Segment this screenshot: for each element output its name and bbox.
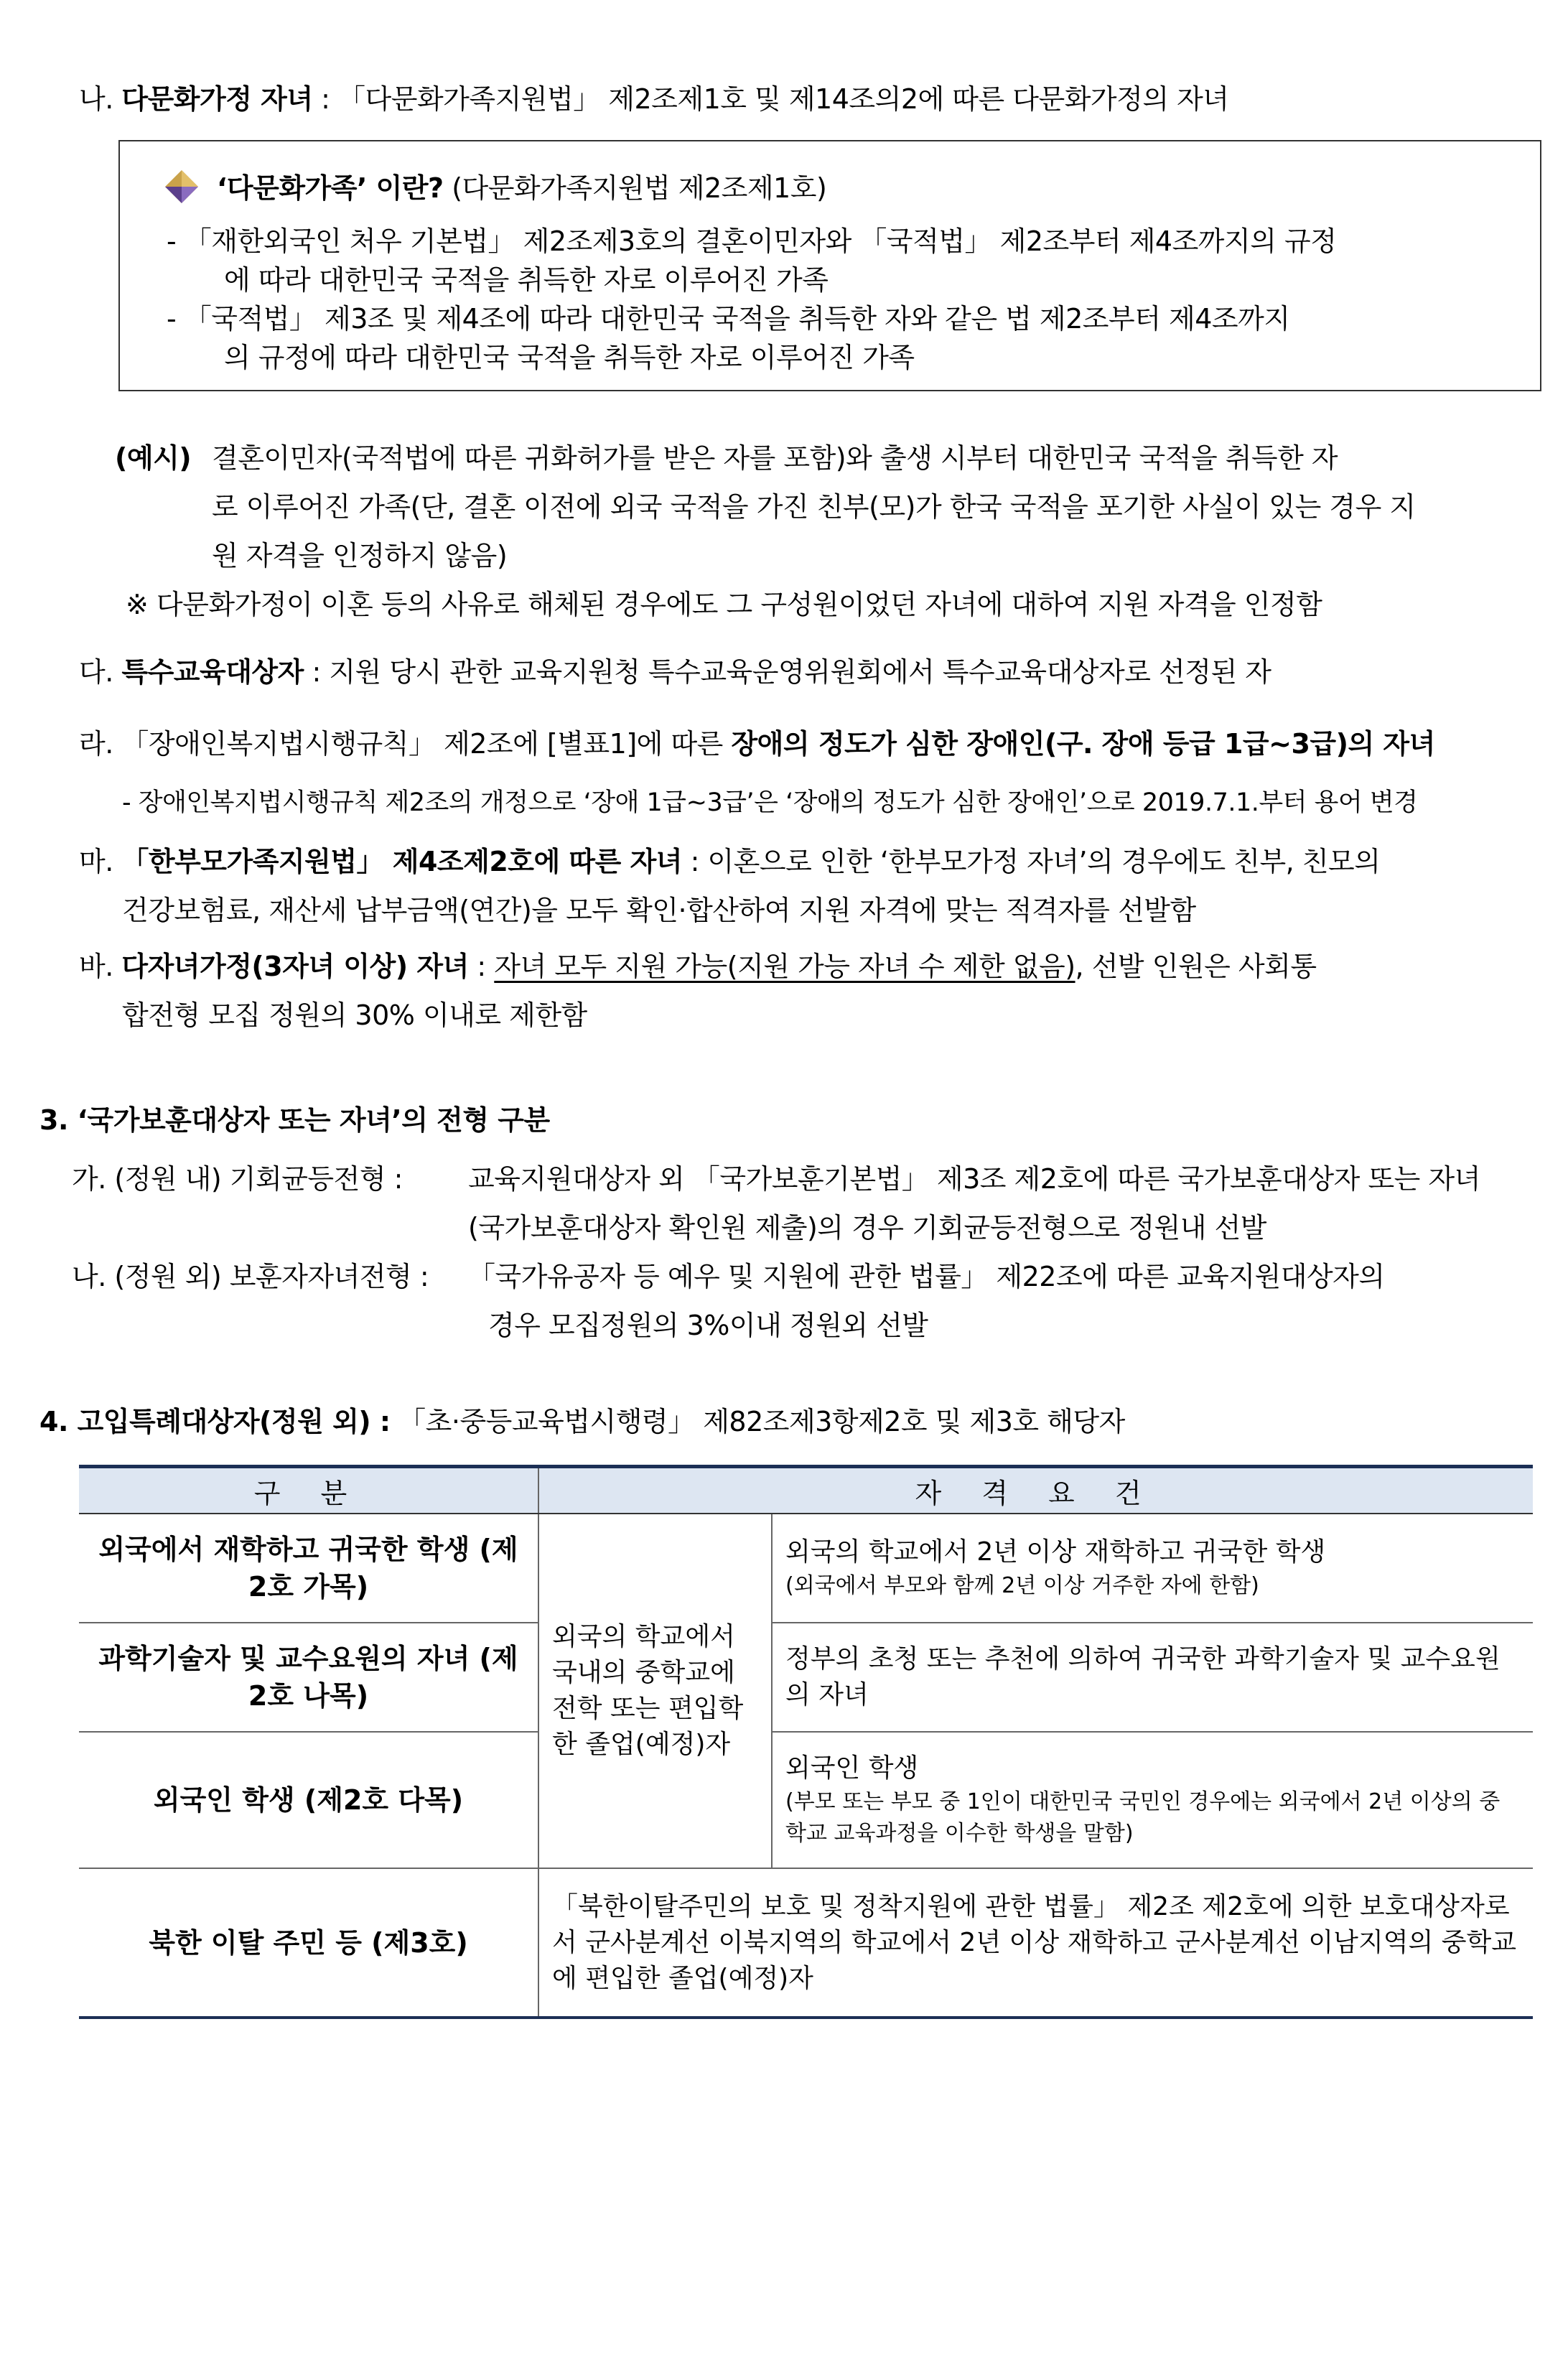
table-row-requirement xyxy=(772,1732,1533,1868)
section-ra-bold: 장애의 정도가 심한 장애인(구. 장애 등급 1급~3급)의 자녀 xyxy=(731,728,1435,760)
definition-heading-text: ‘다문화가족’ 이란? xyxy=(217,172,444,204)
table-row-category: 북한 이탈 주민 등 (제3호) xyxy=(79,1868,538,2018)
section3-na-line1: 「국가유공자 등 예우 및 지원에 관한 법률」 제22조에 따른 교육지원대상자의 xyxy=(468,1261,1385,1292)
definition-heading-ref: (다문화가족지원법 제2조제1호) xyxy=(443,172,827,204)
table-row-category: 외국인 학생 (제2호 다목) xyxy=(79,1732,538,1868)
section-da-text: : 지원 당시 관한 교육지원청 특수교육운영위원회에서 특수교육대상자로 선정된 자 xyxy=(303,656,1271,688)
section-ra-text: 「장애인복지법시행규칙」 제2조에 [별표1]에 따른 xyxy=(121,728,732,760)
example-line1: 결혼이민자(국적법에 따른 귀화허가를 받은 자를 포함)와 출생 시부터 대한민국 국적을 취득한 자 xyxy=(212,442,1338,474)
section-ba-label: 바. xyxy=(79,951,113,982)
example-line3: 원 자격을 인정하지 않음) xyxy=(212,540,508,572)
definition-item2-line1: - 「국적법」 제3조 및 제4조에 따라 대한민국 국적을 취득한 자와 같은 법 제2조부터 제4조까지 xyxy=(167,303,1290,335)
section4-title: 4. 고입특례대상자(정원 외) : xyxy=(39,1406,391,1437)
table-row xyxy=(79,1514,1533,1623)
section-ba-title: 다자녀가정(3자녀 이상) 자녀 xyxy=(121,951,469,982)
section-da xyxy=(79,653,1271,691)
example-line2: 로 이루어진 가족(단, 결혼 이전에 외국 국적을 가진 친부(모)가 한국 국적을 포기한 사실이 있는 경우 지 xyxy=(212,491,1416,523)
diamond-icon xyxy=(164,169,200,205)
section-ra-note: - 장애인복지법시행규칙 제2조의 개정으로 ‘장애 1급~3급’은 ‘장애의 정도가 심한 장애인’으로 2019.7.1.부터 용어 변경 xyxy=(122,788,1418,817)
requirement-note: (부모 또는 부모 중 1인이 대한민국 국민인 경우에는 외국에서 2년 이상의 중학교 교육과정을 이수한 학생을 말함) xyxy=(785,1789,1501,1846)
section-ba-text: , 선발 인원은 사회통 xyxy=(1075,951,1317,982)
table-row-category: 외국에서 재학하고 귀국한 학생 (제2호 가목) xyxy=(79,1514,538,1623)
requirement-text: 외국의 학교에서 2년 이상 재학하고 귀국한 학생 xyxy=(785,1537,1326,1567)
section3-ga-line2: (국가보훈대상자 확인원 제출)의 경우 기회균등전형으로 정원내 선발 xyxy=(468,1212,1266,1244)
section-ma xyxy=(79,843,1380,880)
requirements-table xyxy=(79,1465,1533,2019)
section3-na-line2: 경우 모집정원의 3%이내 정원외 선발 xyxy=(488,1310,928,1341)
section-ra xyxy=(79,725,1435,763)
section-ma-text: : 이혼으로 인한 ‘한부모가정 자녀’의 경우에도 친부, 친모의 xyxy=(682,846,1381,877)
table-row-requirement: 정부의 초청 또는 추천에 의하여 귀국한 과학기술자 및 교수요원의 자녀 xyxy=(772,1623,1533,1732)
section4 xyxy=(39,1403,1125,1440)
table-row-category: 과학기술자 및 교수요원의 자녀 (제2호 나목) xyxy=(79,1623,538,1732)
section3-ga-label: 가. (정원 내) 기회균등전형 : xyxy=(72,1163,403,1195)
section-ma-line2: 건강보험료, 재산세 납부금액(연간)을 모두 확인·합산하여 지원 자격에 맞는 적격자를 선발함 xyxy=(122,895,1196,926)
example-label: (예시) xyxy=(115,442,192,474)
definition-item1-line2: 에 따라 대한민국 국적을 취득한 자로 이루어진 가족 xyxy=(224,264,829,296)
section4-text: 「초·중등교육법시행령」 제82조제3항제2호 및 제3호 해당자 xyxy=(390,1406,1125,1437)
section-da-label: 다. xyxy=(79,656,113,688)
section3-na-label: 나. (정원 외) 보훈자자녀전형 : xyxy=(72,1261,429,1292)
definition-heading xyxy=(217,169,826,207)
section-ba-line2: 합전형 모집 정원의 30% 이내로 제한함 xyxy=(122,999,587,1031)
section-na xyxy=(79,80,1229,118)
section-ba xyxy=(79,948,1317,985)
table-row xyxy=(79,1868,1533,2018)
section-ba-underline: 자녀 모두 지원 가능(지원 가능 자녀 수 제한 없음) xyxy=(494,951,1075,982)
section-na-text: : 「다문화가족지원법」 제2조제1호 및 제14조의2에 따른 다문화가정의 자녀 xyxy=(312,83,1229,115)
requirement-note: (외국에서 부모와 함께 2년 이상 거주한 자에 한함) xyxy=(785,1573,1259,1598)
section-ma-label: 마. xyxy=(79,846,113,877)
section-na-title: 다문화가정 자녀 xyxy=(121,83,313,115)
definition-item1-line1: - 「재한외국인 처우 기본법」 제2조제3호의 결혼이민자와 「국적법」 제2조부터 제4조까지의 규정 xyxy=(167,225,1337,257)
example-note: ※ 다문화가정이 이혼 등의 사유로 해체된 경우에도 그 구성원이었던 자녀에 대하여 지원 자격을 인정함 xyxy=(126,589,1322,620)
section-ba-sep: : xyxy=(468,951,495,982)
requirement-text: 외국인 학생 xyxy=(785,1753,919,1783)
section3-ga-line1: 교육지원대상자 외 「국가보훈기본법」 제3조 제2호에 따른 국가보훈대상자 또는 자녀 xyxy=(468,1163,1480,1195)
section3-title: 3. ‘국가보훈대상자 또는 자녀’의 전형 구분 xyxy=(39,1104,550,1136)
section-na-label: 나. xyxy=(79,83,113,115)
definition-item2-line2: 의 규정에 따라 대한민국 국적을 취득한 자로 이루어진 가족 xyxy=(224,342,915,373)
section-da-title: 특수교육대상자 xyxy=(121,656,304,688)
table-merged-cell: 외국의 학교에서 국내의 중학교에 전학 또는 편입학 한 졸업(예정)자 xyxy=(538,1514,772,1868)
table-header-requirement: 자 격 요 건 xyxy=(538,1467,1533,1514)
table-header-row xyxy=(79,1467,1533,1514)
section-ma-title: 「한부모가족지원법」 제4조제2호에 따른 자녀 xyxy=(121,846,682,877)
table-header-category: 구 분 xyxy=(79,1467,538,1514)
table-row xyxy=(79,1623,1533,1732)
table-row-requirement xyxy=(772,1514,1533,1623)
table-row-requirement: 「북한이탈주민의 보호 및 정착지원에 관한 법률」 제2조 제2호에 의한 보호대상자로서 군사분계선 이북지역의 학교에서 2년 이상 재학하고 군사분계선 이남지역의 중학교에 편입한 졸업(예정)자 xyxy=(538,1868,1533,2018)
table-row xyxy=(79,1732,1533,1868)
section-ra-label: 라. xyxy=(79,728,113,760)
